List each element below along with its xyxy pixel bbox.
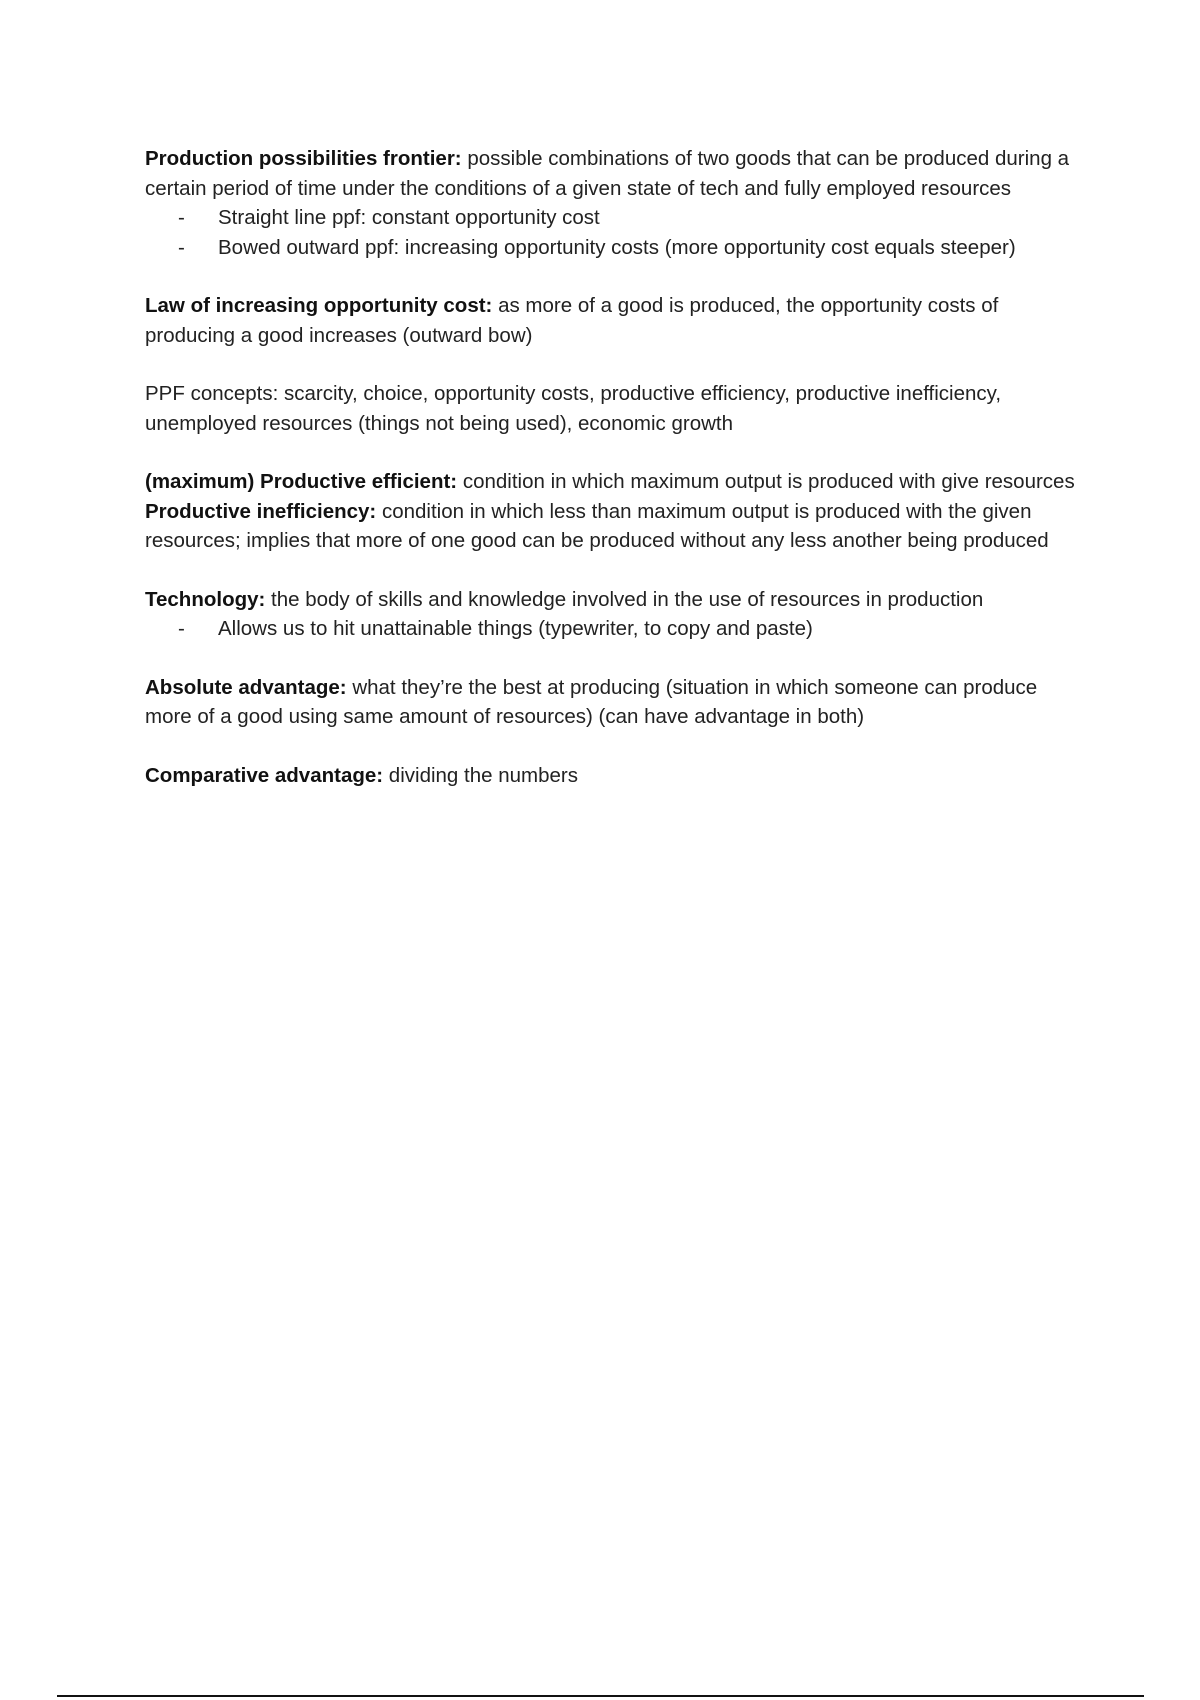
absolute-definition xyxy=(145,673,1085,732)
technology-definition xyxy=(145,585,1085,615)
law-definition xyxy=(145,291,1085,350)
technology-term: Technology: xyxy=(145,587,266,611)
list-item-text: Straight line ppf: constant opportunity cost xyxy=(218,206,600,229)
ppf-bullet-list xyxy=(145,203,1085,262)
law-term: Law of increasing opportunity cost: xyxy=(145,294,493,317)
inefficiency-definition xyxy=(145,497,1085,556)
ppf-concepts: PPF concepts: scarcity, choice, opportunity costs, productive efficiency, productive inefficiency, unemployed resources (things not being used), economic growth xyxy=(145,382,1002,435)
ppf-term: Production possibilities frontier: xyxy=(145,147,462,170)
dash-bullet: - xyxy=(178,235,185,259)
technology-bullet-list xyxy=(145,614,1085,644)
notes-body xyxy=(145,144,1085,790)
efficient-text: condition in which maximum output is produced with give resources xyxy=(457,470,1075,493)
ppf-text: possible combinations of two goods that can be produced during a certain period of time under the conditions of a given state of tech and fully employed resources xyxy=(145,147,1070,200)
comparative-text: dividing the numbers xyxy=(383,763,578,787)
footer-divider xyxy=(57,1695,1144,1697)
inefficiency-text: condition in which less than maximum output is produced with the given resources; implies that more of one good can be produced without any less another being produced xyxy=(145,499,1049,552)
dash-bullet: - xyxy=(178,617,185,640)
comparative-definition xyxy=(145,761,1085,791)
efficient-term: (maximum) Productive efficient: xyxy=(145,470,458,493)
list-item-text: Allows us to hit unattainable things (typewriter, to copy and paste) xyxy=(218,617,813,640)
list-item xyxy=(178,203,1085,233)
comparative-term: Comparative advantage: xyxy=(145,763,384,787)
technology-text: the body of skills and knowledge involved in the use of resources in production xyxy=(265,587,984,611)
ppf-definition xyxy=(145,144,1085,203)
law-text: as more of a good is produced, the opportunity costs of producing a good increases (outward bow) xyxy=(145,294,999,347)
absolute-text: what they’re the best at producing (situation in which someone can produce more of a good using same amount of resources) (can have advantage in both) xyxy=(145,675,1038,728)
absolute-term: Absolute advantage: xyxy=(145,675,347,699)
list-item xyxy=(178,614,1085,644)
list-item xyxy=(178,233,1085,263)
list-item-text: Bowed outward ppf: increasing opportunity costs (more opportunity cost equals steeper) xyxy=(218,235,1016,259)
inefficiency-term: Productive inefficiency: xyxy=(145,499,377,523)
dash-bullet: - xyxy=(178,206,185,229)
efficient-definition xyxy=(145,467,1085,497)
